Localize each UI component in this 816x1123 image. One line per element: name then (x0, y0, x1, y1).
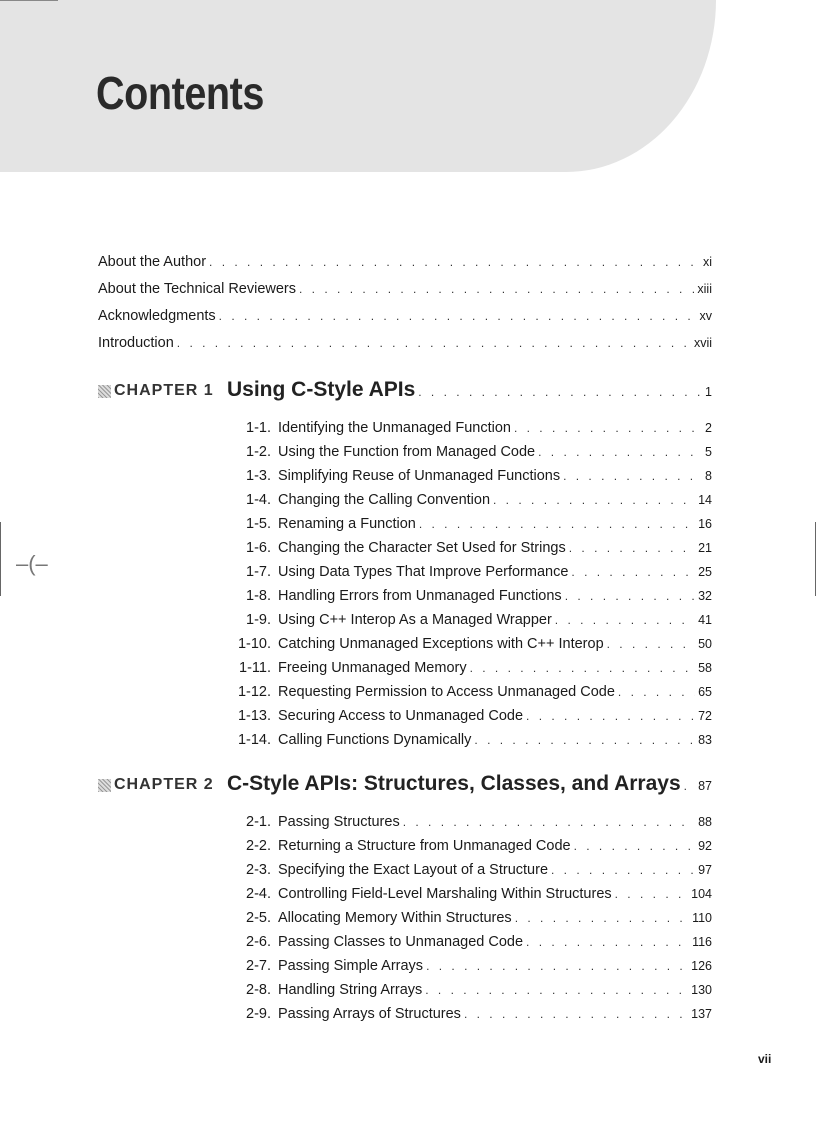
dot-leader (474, 733, 695, 747)
toc-recipe-entry[interactable] (233, 444, 712, 460)
recipe-label: Passing Arrays of Structures (278, 1006, 461, 1022)
dot-leader (563, 469, 702, 483)
dot-leader (571, 565, 695, 579)
dot-leader (209, 255, 700, 269)
recipe-page: 65 (698, 685, 712, 699)
dot-leader (177, 336, 691, 350)
recipe-page: 116 (692, 935, 712, 949)
recipe-number: 1-9. (246, 612, 271, 628)
recipe-page: 137 (691, 1007, 712, 1021)
recipe-label: Changing the Character Set Used for Strings (278, 540, 566, 556)
binding-mark-left (0, 522, 1, 596)
toc-entry-about-reviewers[interactable] (98, 281, 712, 297)
dot-leader (493, 493, 695, 507)
recipe-label: Changing the Calling Convention (278, 492, 491, 508)
toc-entry-about-author[interactable] (98, 254, 712, 270)
toc-recipe-entry[interactable] (233, 910, 712, 926)
registration-mark-icon: –(– (16, 551, 48, 576)
recipe-number: 2-8. (246, 982, 271, 998)
chapter-page: 87 (698, 779, 712, 793)
recipe-label: Renaming a Function (278, 516, 416, 532)
recipe-number: 2-4. (246, 886, 271, 902)
recipe-label: Securing Access to Unmanaged Code (278, 708, 524, 724)
toc-entry-label: About the Technical Reviewers (98, 281, 297, 297)
recipe-number: 1-2. (246, 444, 271, 460)
recipe-number: 1-5. (246, 516, 271, 532)
chapter-tag (98, 382, 214, 400)
dot-leader (569, 541, 695, 555)
toc-recipe-entry[interactable] (233, 934, 712, 950)
dot-leader (615, 887, 689, 901)
recipe-label: Handling Errors from Unmanaged Functions (278, 588, 562, 604)
recipe-label: Catching Unmanaged Exceptions with C++ Interop (278, 636, 604, 652)
toc-entry-page: xv (699, 309, 712, 323)
recipe-number: 1-11. (239, 660, 271, 676)
recipe-page: 92 (698, 839, 712, 853)
recipe-page: 41 (698, 613, 712, 627)
recipe-label: Using C++ Interop As a Managed Wrapper (278, 612, 552, 628)
recipe-number: 2-7. (246, 958, 271, 974)
dot-leader (299, 282, 694, 296)
recipe-label: Handling String Arrays (278, 982, 423, 998)
recipe-label: Passing Structures (278, 814, 400, 830)
recipe-number: 1-8. (246, 588, 271, 604)
recipe-number: 2-2. (246, 838, 271, 854)
recipe-page: 83 (698, 733, 712, 747)
toc-recipe-entry[interactable] (233, 564, 712, 580)
toc-entry-acknowledgments[interactable] (98, 308, 712, 324)
dot-leader (464, 1007, 688, 1021)
recipe-page: 97 (698, 863, 712, 877)
recipe-label: Calling Functions Dynamically (278, 732, 472, 748)
recipe-page: 58 (698, 661, 712, 675)
recipe-page: 110 (692, 911, 712, 925)
recipe-label: Freeing Unmanaged Memory (278, 660, 467, 676)
dot-leader (565, 589, 695, 603)
toc-recipe-entry[interactable] (233, 732, 712, 748)
toc-entry-label: About the Author (98, 254, 207, 270)
toc-recipe-entry[interactable] (233, 958, 712, 974)
recipe-page: 72 (698, 709, 712, 723)
dot-leader (514, 421, 702, 435)
dot-leader (403, 815, 695, 829)
dot-leader (425, 983, 688, 997)
recipe-page: 5 (705, 445, 712, 459)
dot-leader (618, 685, 695, 699)
recipe-page: 50 (698, 637, 712, 651)
chapter-title-entry[interactable] (227, 378, 712, 402)
recipe-number: 1-12. (237, 684, 271, 700)
dot-leader (526, 709, 695, 723)
dot-leader (219, 309, 697, 323)
dot-leader (526, 935, 689, 949)
chapter-bullet-icon (98, 385, 111, 398)
recipe-number: 1-6. (246, 540, 271, 556)
toc-entry-page: xiii (697, 282, 712, 296)
recipe-number: 1-7. (246, 564, 271, 580)
recipe-page: 25 (698, 565, 712, 579)
recipe-label: Requesting Permission to Access Unmanaged Code (278, 684, 615, 700)
toc-recipe-entry[interactable] (233, 612, 712, 628)
recipe-number: 1-4. (246, 492, 271, 508)
toc-entry-label: Introduction (98, 335, 174, 351)
chapter-title-entry[interactable] (227, 772, 712, 796)
recipe-number: 1-10. (237, 636, 271, 652)
recipe-page: 88 (698, 815, 712, 829)
toc-recipe-entry[interactable] (233, 516, 712, 532)
chapter-tag-label: CHAPTER 1 (114, 382, 214, 399)
dot-leader (555, 613, 695, 627)
dot-leader (418, 385, 702, 399)
recipe-number: 2-1. (246, 814, 271, 830)
chapter-tag-label: CHAPTER 2 (114, 776, 214, 793)
page-number: vii (758, 1052, 772, 1066)
dot-leader (426, 959, 688, 973)
recipe-page: 32 (698, 589, 712, 603)
recipe-label: Identifying the Unmanaged Function (278, 420, 511, 436)
toc-recipe-entry[interactable] (233, 708, 712, 724)
recipe-label: Passing Simple Arrays (278, 958, 424, 974)
toc-recipe-entry[interactable] (233, 862, 712, 878)
toc-recipe-entry[interactable] (233, 540, 712, 556)
page-title: Contents (96, 67, 264, 119)
toc-entry-introduction[interactable] (98, 335, 712, 351)
top-rule (0, 0, 58, 1)
toc-entry-page: xvii (693, 336, 712, 350)
recipe-label: Returning a Structure from Unmanaged Code (278, 838, 571, 854)
chapter-title: Using C-Style APIs (227, 378, 416, 401)
recipe-number: 2-3. (246, 862, 271, 878)
recipe-label: Controlling Field-Level Marshaling Within Structures (278, 886, 612, 902)
recipe-number: 2-9. (246, 1006, 271, 1022)
dot-leader (419, 517, 695, 531)
recipe-number: 2-5. (246, 910, 271, 926)
toc-recipe-entry[interactable] (233, 588, 712, 604)
recipe-page: 14 (698, 493, 712, 507)
toc-recipe-entry[interactable] (233, 468, 712, 484)
recipe-label: Using the Function from Managed Code (278, 444, 536, 460)
recipe-number: 1-13. (237, 708, 271, 724)
toc-recipe-entry[interactable] (233, 886, 712, 902)
chapter-bullet-icon (98, 779, 111, 792)
toc-recipe-entry[interactable] (233, 982, 712, 998)
toc-recipe-entry[interactable] (233, 660, 712, 676)
recipe-number: 2-6. (246, 934, 271, 950)
recipe-number: 1-14. (237, 732, 271, 748)
chapter-tag (98, 776, 214, 794)
recipe-label: Specifying the Exact Layout of a Structure (278, 862, 549, 878)
recipe-page: 126 (691, 959, 712, 973)
recipe-label: Simplifying Reuse of Unmanaged Functions (278, 468, 561, 484)
dot-leader (551, 863, 695, 877)
recipe-number: 1-1. (246, 420, 271, 436)
recipe-page: 21 (698, 541, 712, 555)
dot-leader (515, 911, 689, 925)
recipe-page: 2 (705, 421, 712, 435)
dot-leader (574, 839, 696, 853)
recipe-page: 8 (705, 469, 712, 483)
toc-recipe-entry[interactable] (233, 1006, 712, 1022)
toc-recipe-entry[interactable] (233, 492, 712, 508)
chapter-page: 1 (705, 385, 712, 399)
toc-recipe-entry[interactable] (233, 420, 712, 436)
recipe-label: Allocating Memory Within Structures (278, 910, 512, 926)
dot-leader (684, 779, 695, 793)
recipe-label: Passing Classes to Unmanaged Code (278, 934, 524, 950)
recipe-label: Using Data Types That Improve Performance (278, 564, 569, 580)
chapter-title: C-Style APIs: Structures, Classes, and Arrays (227, 772, 681, 795)
recipe-page: 16 (698, 517, 712, 531)
toc-entry-label: Acknowledgments (98, 308, 216, 324)
toc-recipe-entry[interactable] (233, 684, 712, 700)
recipe-page: 104 (691, 887, 712, 901)
dot-leader (470, 661, 696, 675)
toc-recipe-entry[interactable] (233, 636, 712, 652)
dot-leader (538, 445, 702, 459)
toc-recipe-entry[interactable] (233, 838, 712, 854)
toc-entry-page: xi (702, 255, 712, 269)
recipe-number: 1-3. (246, 468, 271, 484)
dot-leader (607, 637, 695, 651)
toc-recipe-entry[interactable] (233, 814, 712, 830)
recipe-page: 130 (691, 983, 712, 997)
